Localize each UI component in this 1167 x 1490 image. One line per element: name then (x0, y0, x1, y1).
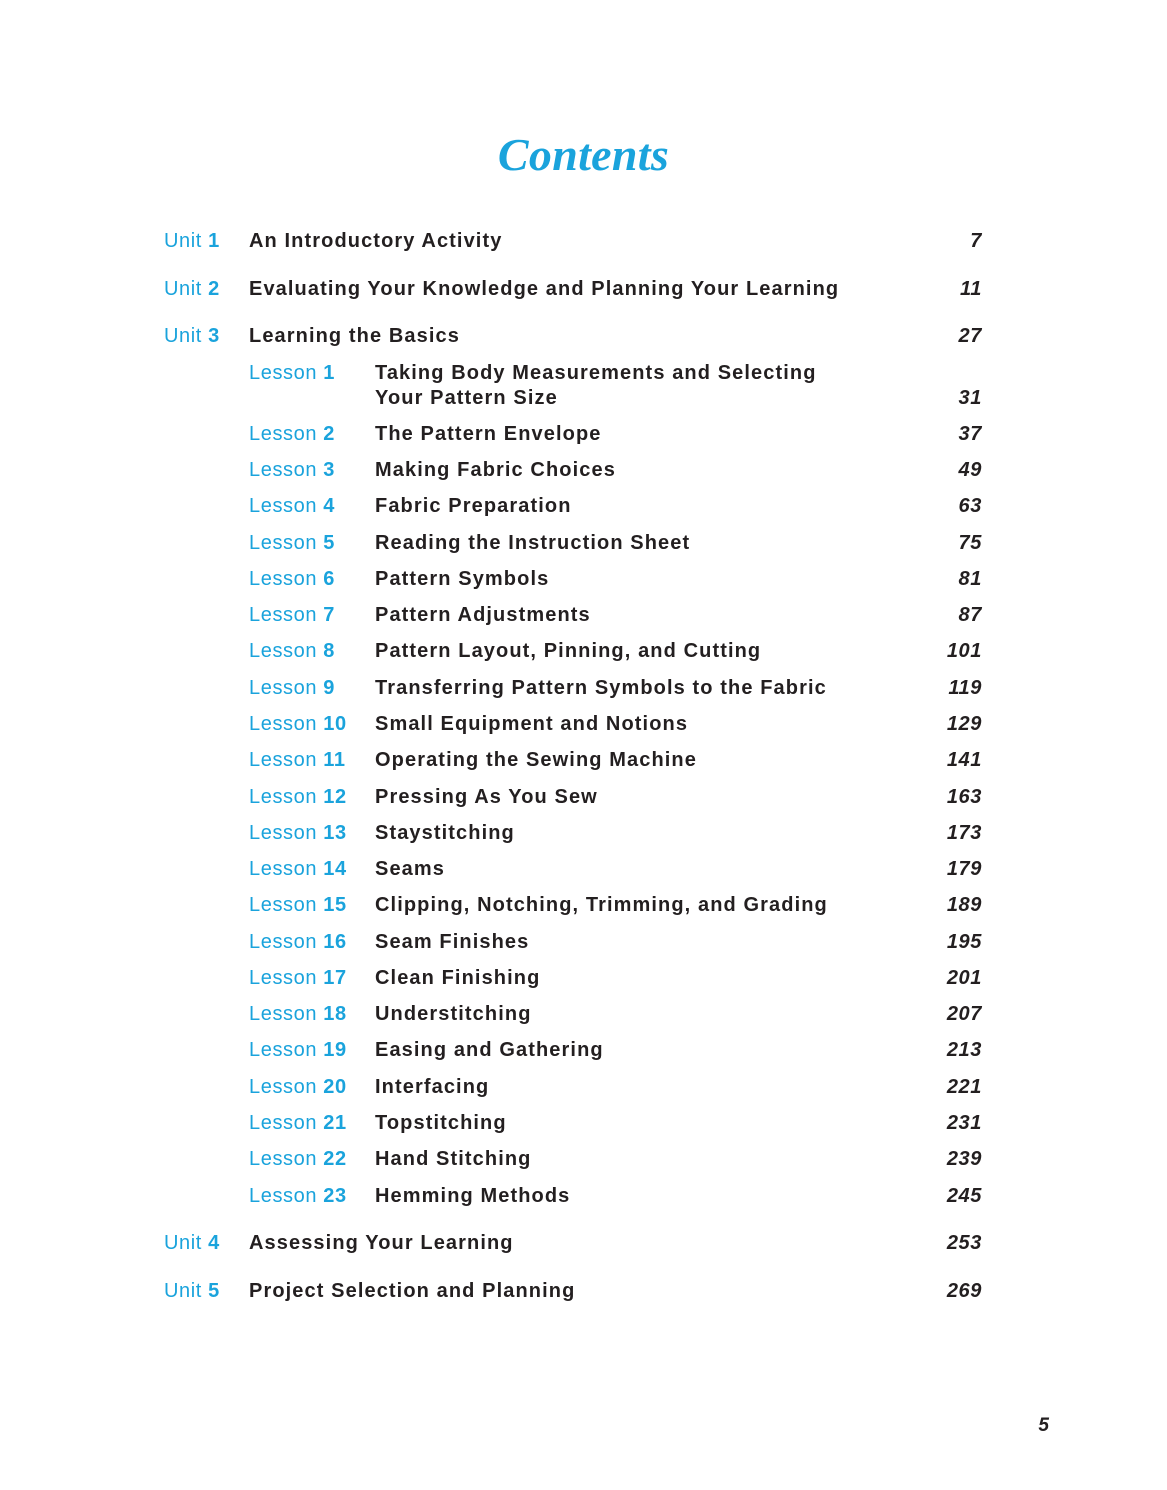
lesson-label: Lesson 6 (249, 568, 335, 590)
lesson-label: Lesson 1 (249, 362, 335, 384)
page-number: 207 (946, 1003, 982, 1025)
page-number: 31 (958, 387, 982, 409)
page-number: 173 (946, 822, 982, 844)
page-number: 179 (946, 858, 982, 880)
lesson-title: Pattern Adjustments (375, 604, 591, 626)
lesson-title: Small Equipment and Notions (375, 713, 689, 735)
lesson-title: Reading the Instruction Sheet (375, 532, 691, 554)
page-number: 239 (946, 1148, 982, 1170)
page-folio: 5 (1038, 1415, 1049, 1436)
unit-title: Learning the Basics (249, 325, 460, 347)
lesson-label: Lesson 11 (249, 749, 346, 771)
page-number: 27 (958, 325, 982, 347)
lesson-label: Lesson 3 (249, 459, 335, 481)
page-number: 163 (946, 786, 982, 808)
unit-title: Project Selection and Planning (249, 1280, 576, 1302)
page-number: 11 (960, 278, 982, 300)
page-title: Contents (497, 129, 670, 180)
lesson-title: Pressing As You Sew (375, 786, 598, 808)
lesson-title: Understitching (375, 1003, 532, 1025)
unit-title: Evaluating Your Knowledge and Planning Your Learning (249, 278, 840, 300)
lesson-label: Lesson 12 (249, 786, 347, 808)
unit-label: Unit 4 (164, 1232, 220, 1254)
lesson-title: Fabric Preparation (375, 495, 572, 517)
unit-title: Assessing Your Learning (249, 1232, 514, 1254)
page-number: 231 (946, 1112, 982, 1134)
lesson-title: Topstitching (375, 1112, 507, 1134)
page-number: 63 (958, 495, 982, 517)
lesson-label: Lesson 14 (249, 858, 347, 880)
lesson-title: Pattern Layout, Pinning, and Cutting (375, 640, 762, 662)
page-number: 75 (958, 532, 982, 554)
page-number: 213 (946, 1039, 982, 1061)
unit-title: An Introductory Activity (249, 230, 503, 252)
unit-label: Unit 1 (164, 230, 220, 252)
page-number: 81 (958, 568, 982, 590)
lesson-title: Hand Stitching (375, 1148, 532, 1170)
lesson-title: Seams (375, 858, 445, 880)
lesson-label: Lesson 20 (249, 1076, 347, 1098)
page-number: 7 (970, 230, 982, 252)
page-number: 269 (946, 1280, 982, 1302)
page-number: 37 (958, 423, 982, 445)
page-number: 201 (946, 967, 982, 989)
lesson-label: Lesson 10 (249, 713, 347, 735)
page-number: 141 (946, 749, 982, 771)
lesson-label: Lesson 2 (249, 423, 335, 445)
lesson-label: Lesson 18 (249, 1003, 347, 1025)
unit-label: Unit 2 (164, 278, 220, 300)
page-number: 253 (946, 1232, 982, 1254)
lesson-label: Lesson 13 (249, 822, 347, 844)
lesson-title: Seam Finishes (375, 931, 530, 953)
lesson-title: Interfacing (375, 1076, 490, 1098)
unit-label: Unit 5 (164, 1280, 220, 1302)
lesson-label: Lesson 4 (249, 495, 335, 517)
lesson-title: Operating the Sewing Machine (375, 749, 697, 771)
lesson-title: Easing and Gathering (375, 1039, 604, 1061)
lesson-title: The Pattern Envelope (375, 423, 602, 445)
lesson-label: Lesson 15 (249, 894, 347, 916)
lesson-label: Lesson 19 (249, 1039, 347, 1061)
lesson-title: Clean Finishing (375, 967, 541, 989)
page-number: 101 (946, 640, 982, 662)
lesson-label: Lesson 16 (249, 931, 347, 953)
lesson-title: Clipping, Notching, Trimming, and Grading (375, 894, 828, 916)
page-number: 87 (958, 604, 982, 626)
page-number: 129 (946, 713, 982, 735)
page-number: 49 (958, 459, 982, 481)
lesson-title: Hemming Methods (375, 1185, 571, 1207)
lesson-title: Transferring Pattern Symbols to the Fabric (375, 677, 827, 699)
lesson-title: Making Fabric Choices (375, 459, 616, 481)
lesson-label: Lesson 7 (249, 604, 335, 626)
lesson-label: Lesson 8 (249, 640, 335, 662)
lesson-label: Lesson 9 (249, 677, 335, 699)
lesson-label: Lesson 23 (249, 1185, 347, 1207)
unit-label: Unit 3 (164, 325, 220, 347)
page-number: 119 (948, 677, 982, 699)
lesson-label: Lesson 21 (249, 1112, 347, 1134)
lesson-title: Taking Body Measurements and Selecting Your Pattern Size (375, 362, 817, 409)
page-number: 189 (946, 894, 982, 916)
page-number: 221 (946, 1076, 982, 1098)
lesson-label: Lesson 17 (249, 967, 347, 989)
page-number: 245 (946, 1185, 982, 1207)
lesson-title: Pattern Symbols (375, 568, 550, 590)
page-number: 195 (946, 931, 982, 953)
lesson-title: Staystitching (375, 822, 515, 844)
lesson-label: Lesson 22 (249, 1148, 347, 1170)
lesson-label: Lesson 5 (249, 532, 335, 554)
